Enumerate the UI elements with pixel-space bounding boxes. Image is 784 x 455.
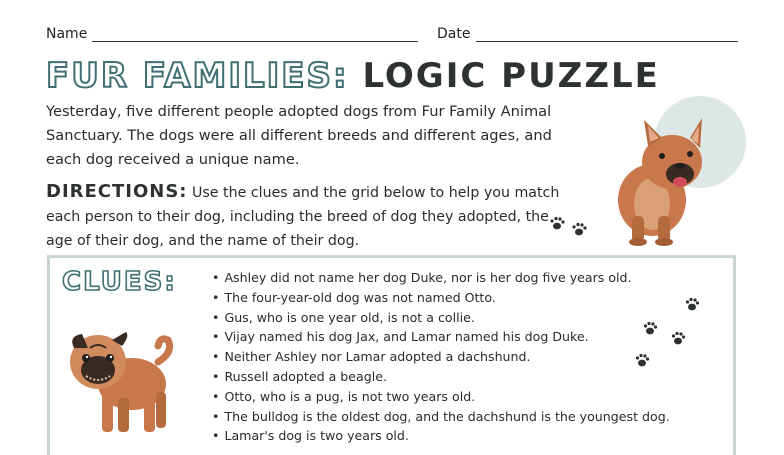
name-field-line[interactable] — [92, 41, 418, 42]
list-item: • Vijay named his dog Jax, and Lamar named his dog Duke. — [212, 327, 682, 347]
directions-text: Use the clues and the grid below to help you match each person to their dog, including the breed of dog they adopted, the age of their dog, and the name of their dog. — [46, 185, 560, 249]
name-label: Name — [46, 26, 88, 42]
paw-print-icon — [636, 292, 716, 376]
list-item: • Gus, who is one year old, is not a collie. — [212, 308, 682, 328]
title-part-2: LOGIC PUZZLE — [362, 56, 660, 96]
list-item: • Ashley did not name her dog Duke, nor is her dog five years old. — [212, 268, 682, 288]
directions-paragraph — [46, 180, 566, 253]
paw-print-icon — [548, 212, 592, 238]
clue-list — [212, 268, 682, 446]
directions-heading: DIRECTIONS: — [46, 181, 188, 202]
clues-heading: CLUES: — [62, 267, 177, 297]
list-item: • The four-year-old dog was not named Otto. — [212, 288, 682, 308]
title-part-1: FUR FAMILIES: — [46, 56, 349, 96]
list-item: • The bulldog is the oldest dog, and the dachshund is the youngest dog. — [212, 407, 682, 427]
pug-illustration — [66, 322, 178, 440]
list-item: • Otto, who is a pug, is not two years old. — [212, 387, 682, 407]
list-item: • Neither Ashley nor Lamar adopted a dachshund. — [212, 347, 682, 367]
list-item: • Russell adopted a beagle. — [212, 367, 682, 387]
date-field-line[interactable] — [476, 41, 738, 42]
intro-paragraph: Yesterday, five different people adopted dogs from Fur Family Animal Sanctuary. The dogs were all different breeds and different ages, and each dog received a unique name. — [46, 103, 552, 168]
list-item: • Lamar's dog is two years old. — [212, 426, 682, 446]
date-label: Date — [437, 26, 471, 42]
